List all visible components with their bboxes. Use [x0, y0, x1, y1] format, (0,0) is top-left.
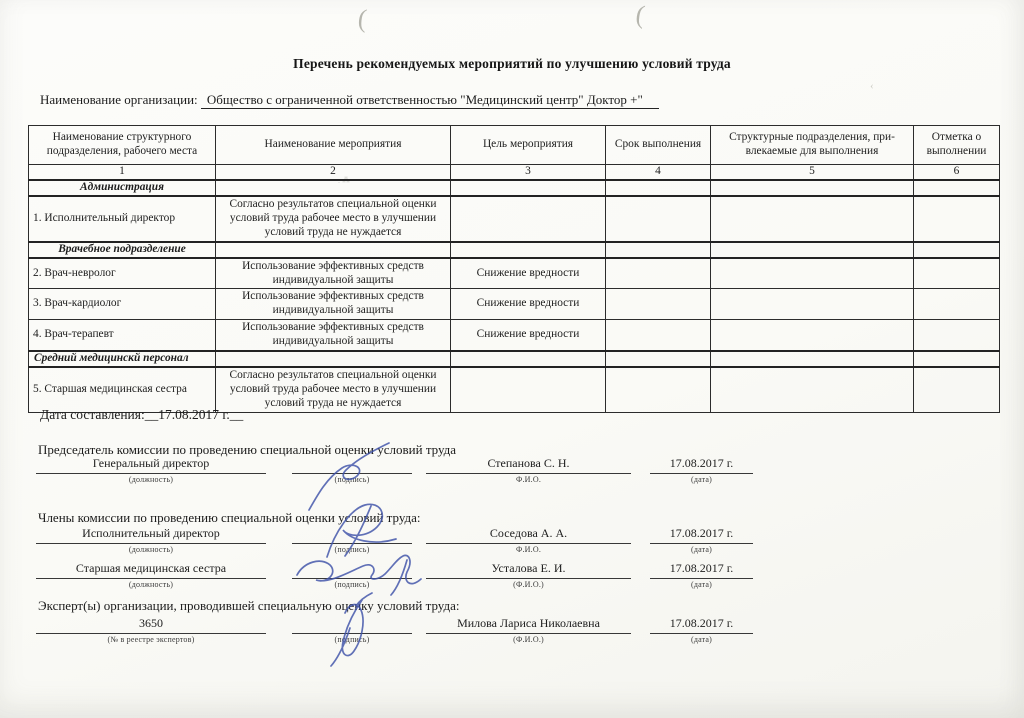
date-value: 17.08.2017 г.: [650, 526, 753, 544]
fio-label: (Ф.И.О.): [513, 635, 544, 644]
fio-label: Ф.И.О.: [515, 545, 542, 554]
measures-table: [28, 125, 1000, 413]
member2-date: [650, 561, 753, 589]
member1-signature-field: [292, 526, 412, 554]
scan-artifact-smudge: . ⁂·: [338, 176, 353, 185]
empty-cell: [606, 196, 711, 242]
empty-cell: [914, 351, 1000, 367]
goal-cell: [451, 196, 606, 242]
signature-space: [292, 561, 412, 579]
chairman-heading: Председатель комиссии по проведению специальной оценки условий труда: [38, 442, 457, 457]
scan-artifact-paren-right: (: [634, 0, 647, 30]
table-header-row: [29, 126, 1000, 165]
column-number: 5: [711, 165, 914, 180]
column-number: 6: [914, 165, 1000, 180]
member1-position: [36, 526, 266, 554]
organization-value: Общество с ограниченной ответственностью "Медицинский центр" Доктор +": [201, 92, 659, 109]
fio-value: Соседова А. А.: [426, 526, 631, 544]
empty-cell: [711, 196, 914, 242]
empty-cell: [914, 320, 1000, 351]
section-row-administration: [29, 180, 1000, 196]
table-row: [29, 196, 1000, 242]
position-value: Генеральный директор: [36, 456, 266, 474]
header-completion-mark: Отметка о выполнении: [914, 126, 1000, 165]
empty-cell: [606, 351, 711, 367]
empty-cell: [711, 351, 914, 367]
expert-signature-field: [292, 616, 412, 644]
column-number: 1: [29, 165, 216, 180]
chairman-signature-field: [292, 456, 412, 484]
section-row-mid-medical-staff: [29, 351, 1000, 367]
fio-value: Милова Лариса Николаевна: [426, 616, 631, 634]
date-label: (дата): [690, 580, 713, 589]
organization-label: Наименование организации:: [40, 92, 198, 107]
empty-cell: [914, 367, 1000, 412]
measure-cell: Согласно результатов специальной оценки условий труда рабочее место в улучшении условий труда не нуждается: [216, 367, 451, 412]
section-title: Врачебное подразделение: [29, 242, 216, 258]
signature-space: [292, 616, 412, 634]
empty-cell: [914, 196, 1000, 242]
date-label: (дата): [690, 545, 713, 554]
table-row: [29, 289, 1000, 320]
member1-date: [650, 526, 753, 554]
goal-cell: Снижение вредности: [451, 289, 606, 320]
workplace-cell: 2. Врач-невролог: [29, 258, 216, 289]
empty-cell: [216, 351, 451, 367]
fio-label: Ф.И.О.: [515, 475, 542, 484]
fio-value: Степанова С. Н.: [426, 456, 631, 474]
empty-cell: [914, 289, 1000, 320]
empty-cell: [711, 180, 914, 196]
measure-cell: Использование эффективных средств индивидуальной защиты: [216, 320, 451, 351]
empty-cell: [711, 320, 914, 351]
signature-label: (подпись): [334, 635, 370, 644]
workplace-cell: 1. Исполнительный директор: [29, 196, 216, 242]
column-number: 3: [451, 165, 606, 180]
empty-cell: [606, 258, 711, 289]
scan-artifact-tick: ‹: [870, 80, 874, 92]
empty-cell: [451, 351, 606, 367]
fio-label: (Ф.И.О.): [513, 580, 544, 589]
signature-label: (подпись): [334, 545, 370, 554]
section-title: Администрация: [29, 180, 216, 196]
workplace-cell: 3. Врач-кардиолог: [29, 289, 216, 320]
measure-cell: Использование эффективных средств индивидуальной защиты: [216, 258, 451, 289]
chairman-date: [650, 456, 753, 484]
date-value: 17.08.2017 г.: [650, 456, 753, 474]
empty-cell: [451, 242, 606, 258]
column-number-row: [29, 165, 1000, 180]
empty-cell: [606, 289, 711, 320]
empty-cell: [451, 180, 606, 196]
empty-cell: [216, 180, 451, 196]
table-row: [29, 320, 1000, 351]
member2-fio: [426, 561, 631, 589]
date-label: (дата): [690, 635, 713, 644]
empty-cell: [711, 289, 914, 320]
empty-cell: [606, 242, 711, 258]
measure-cell: Согласно результатов специальной оценки условий труда рабочее место в улучшении условий труда не нуждается: [216, 196, 451, 242]
header-measure: Наименование мероприятия: [216, 126, 451, 165]
header-involved-units: Структурные подразделения, привлекаемые для выполнения: [711, 126, 914, 165]
header-goal: Цель мероприятия: [451, 126, 606, 165]
expert-date: [650, 616, 753, 644]
registry-number-label: (№ в реестре экспертов): [107, 635, 195, 644]
member2-signature-field: [292, 561, 412, 589]
signature-label: (подпись): [334, 475, 370, 484]
position-label: (должность): [128, 475, 174, 484]
empty-cell: [216, 242, 451, 258]
header-deadline: Срок выполнения: [606, 126, 711, 165]
empty-cell: [606, 367, 711, 412]
scan-artifact-paren-left: (: [356, 3, 369, 34]
header-department: Наименование структурного подразделения, рабочего места: [29, 126, 216, 165]
table-row: [29, 258, 1000, 289]
empty-cell: [914, 258, 1000, 289]
organization-line: [40, 92, 659, 108]
goal-cell: Снижение вредности: [451, 258, 606, 289]
signature-space: [292, 456, 412, 474]
expert-heading: Эксперт(ы) организации, проводившей специальную оценку условий труда:: [38, 598, 460, 613]
fio-value: Усталова Е. И.: [426, 561, 631, 579]
goal-cell: Снижение вредности: [451, 320, 606, 351]
registry-number-value: 3650: [36, 616, 266, 634]
workplace-cell: 5. Старшая медицинская сестра: [29, 367, 216, 412]
empty-cell: [711, 258, 914, 289]
goal-cell: [451, 367, 606, 412]
date-value: 17.08.2017 г.: [650, 616, 753, 634]
empty-cell: [711, 242, 914, 258]
measure-cell: Использование эффективных средств индивидуальной защиты: [216, 289, 451, 320]
section-title: Средний медицинскй персонал: [29, 351, 216, 367]
chairman-fio: [426, 456, 631, 484]
workplace-cell: 4. Врач-терапевт: [29, 320, 216, 351]
signature-space: [292, 526, 412, 544]
expert-registry-number: [36, 616, 266, 644]
position-value: Старшая медицинская сестра: [36, 561, 266, 579]
empty-cell: [606, 320, 711, 351]
page-title: Перечень рекомендуемых мероприятий по улучшению условий труда: [293, 56, 731, 71]
signature-label: (подпись): [334, 580, 370, 589]
expert-fio: [426, 616, 631, 644]
column-number: 2: [216, 165, 451, 180]
section-row-medical-unit: [29, 242, 1000, 258]
empty-cell: [914, 242, 1000, 258]
date-value: 17.08.2017 г.: [650, 561, 753, 579]
column-number: 4: [606, 165, 711, 180]
empty-cell: [914, 180, 1000, 196]
empty-cell: [606, 180, 711, 196]
member1-fio: [426, 526, 631, 554]
empty-cell: [711, 367, 914, 412]
member2-position: [36, 561, 266, 589]
date-label: (дата): [690, 475, 713, 484]
chairman-position: [36, 456, 266, 484]
position-label: (должность): [128, 545, 174, 554]
table-row: [29, 367, 1000, 412]
position-label: (должность): [128, 580, 174, 589]
compilation-date-line: Дата составления:__17.08.2017 г.__: [40, 407, 244, 422]
position-value: Исполнительный директор: [36, 526, 266, 544]
members-heading: Члены комиссии по проведению специальной оценки условий труда:: [38, 510, 421, 525]
